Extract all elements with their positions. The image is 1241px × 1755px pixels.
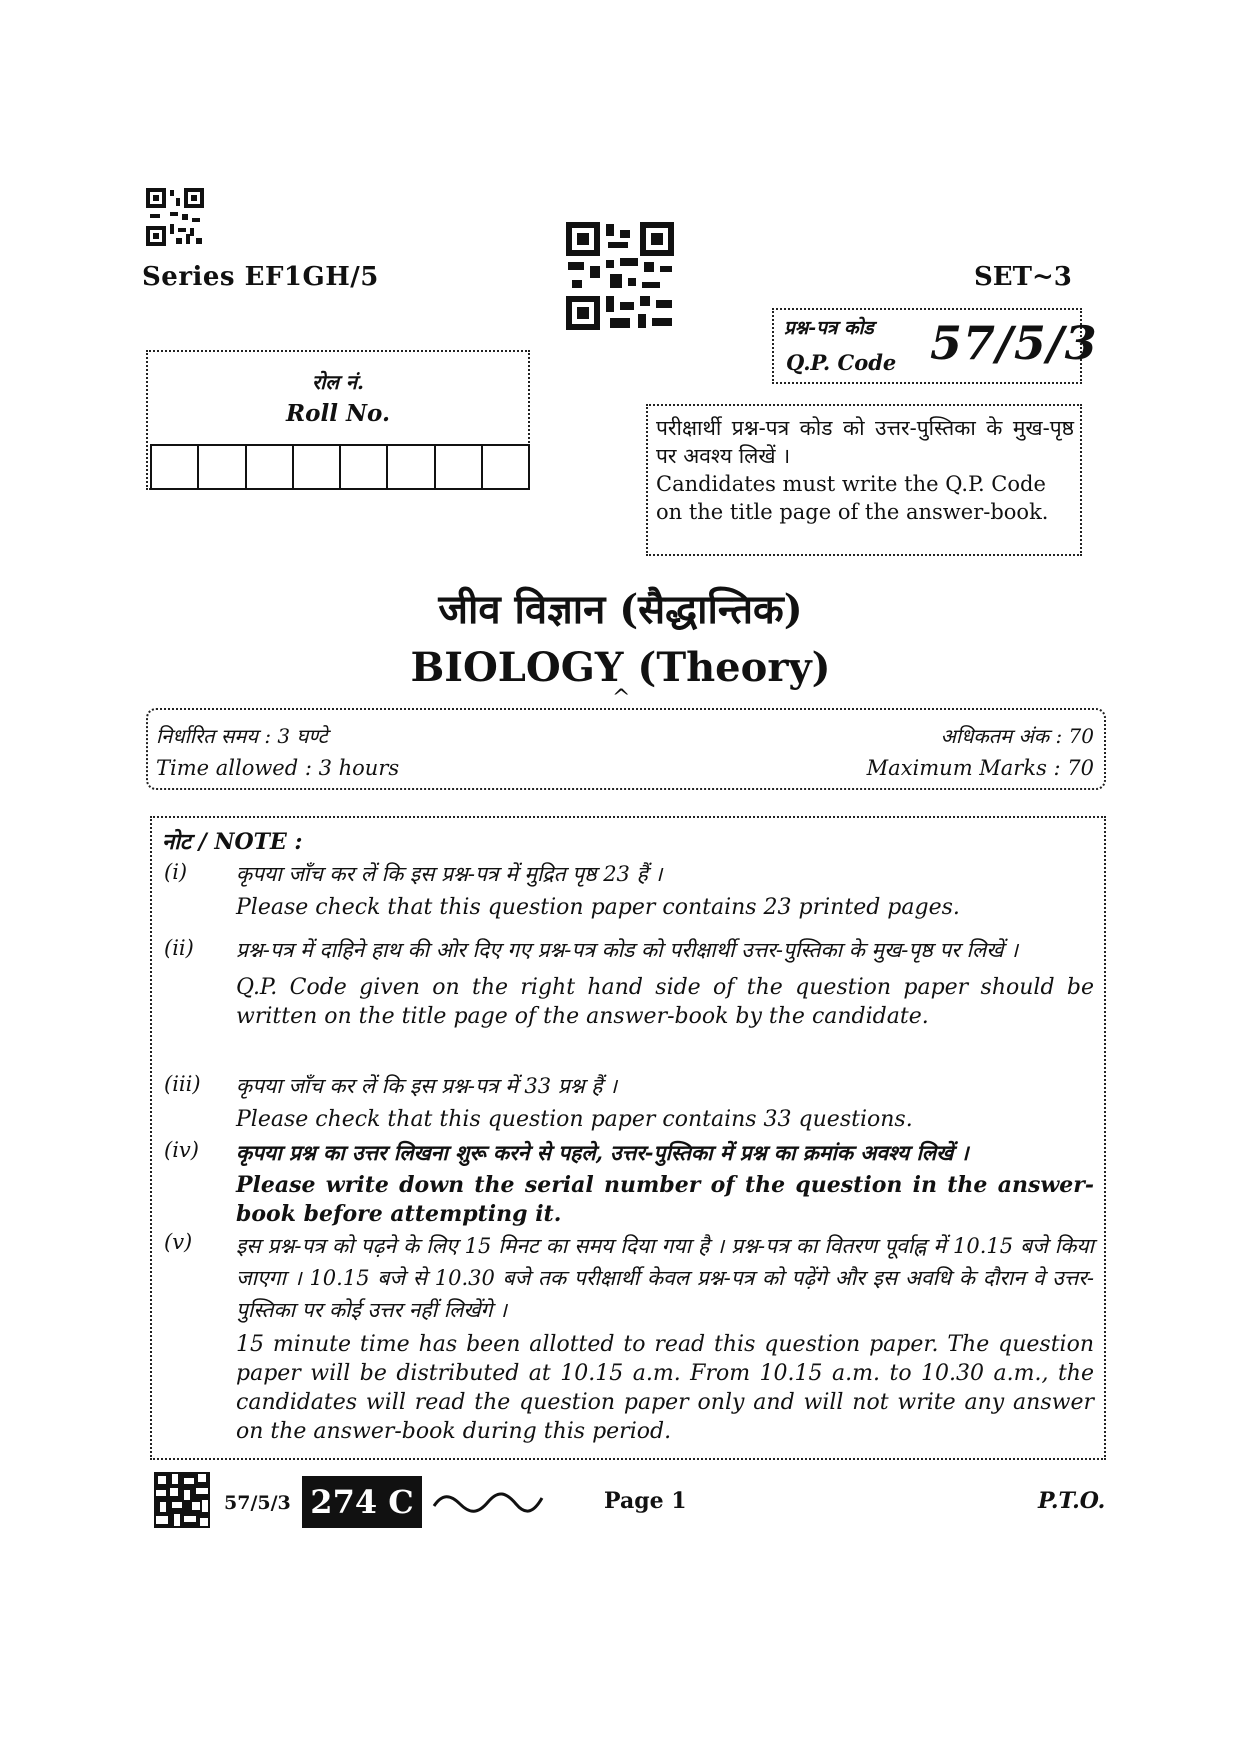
roll-number-cell[interactable] bbox=[388, 446, 435, 488]
roll-number-box bbox=[146, 350, 530, 490]
note-item bbox=[164, 860, 1094, 920]
roll-label-hindi: रोल नं. bbox=[312, 370, 364, 394]
roll-number-cell[interactable] bbox=[199, 446, 246, 488]
note-item-hindi: कृपया जाँच कर लें कि इस प्रश्न-पत्र में 33 प्रश्न हैं । bbox=[236, 1074, 618, 1098]
note-item-english: 15 minute time has been allotted to read this question paper. The question paper will be distributed at 10.15 a.m. From 10.15 a.m. to 10.30 a.m., the candidates will read the question paper only and will not write any answer on the answer-book during this period. bbox=[236, 1332, 1094, 1444]
roll-number-cell[interactable] bbox=[483, 446, 528, 488]
note-item-number: (ii) bbox=[164, 936, 194, 960]
note-item bbox=[164, 1138, 1094, 1228]
note-item-hindi: कृपया प्रश्न का उत्तर लिखना शुरू करने से पहले, उत्तर-पुस्तिका में प्रश्न का क्रमांक अवश्य लिखें । bbox=[236, 1140, 969, 1165]
qr-code-small-icon bbox=[146, 188, 204, 246]
note-item-hindi: इस प्रश्न-पत्र को पढ़ने के लिए 15 मिनट का समय दिया गया है । प्रश्न-पत्र का वितरण पूर्वाह्न में 10.15 बजे किया जाएगा । 10.15 बजे से 10.30 बजे तक परीक्षार्थी केवल प्रश्न-पत्र को पढ़ेंगे और इस अवधि के दौरान वे उत्तर-पुस्तिका पर कोई उत्तर नहीं लिखेंगे । bbox=[236, 1234, 1094, 1322]
roll-number-cell[interactable] bbox=[294, 446, 341, 488]
roll-label-english: Roll No. bbox=[286, 400, 390, 427]
tilde-decoration-icon bbox=[432, 1490, 544, 1514]
note-item-hindi: प्रश्न-पत्र में दाहिने हाथ की ओर दिए गए प्रश्न-पत्र कोड को परीक्षार्थी उत्तर-पुस्तिका के मुख-पृष्ठ पर लिखें । bbox=[236, 938, 1019, 962]
roll-number-cell[interactable] bbox=[341, 446, 388, 488]
roll-number-cell[interactable] bbox=[247, 446, 294, 488]
note-item-english: Please check that this question paper contains 33 questions. bbox=[236, 1107, 913, 1132]
qp-code-label-english: Q.P. Code bbox=[786, 350, 897, 375]
note-item-hindi: कृपया जाँच कर लें कि इस प्रश्न-पत्र में मुद्रित पृष्ठ 23 हैं । bbox=[236, 862, 663, 886]
roll-number-cell[interactable] bbox=[436, 446, 483, 488]
note-item-english: Q.P. Code given on the right hand side of the question paper should be written on the title page of the answer-book by the candidate. bbox=[236, 975, 1094, 1029]
note-item-number: (v) bbox=[164, 1230, 193, 1254]
note-item bbox=[164, 1230, 1094, 1456]
max-marks-hindi: अधिकतम अंक : 70 bbox=[940, 724, 1094, 748]
note-item-number: (iv) bbox=[164, 1138, 199, 1162]
series-label: Series EF1GH/5 bbox=[142, 262, 379, 292]
note-item-number: (iii) bbox=[164, 1072, 201, 1096]
subject-title-english: BIOLOGY (Theory) bbox=[410, 644, 831, 691]
note-title: नोट / NOTE : bbox=[162, 829, 303, 855]
time-allowed-english: Time allowed : 3 hours bbox=[156, 756, 400, 780]
qp-code-value: 57/5/3 bbox=[930, 316, 1098, 370]
footer-barcode-icon bbox=[154, 1472, 210, 1528]
note-item-english: Please check that this question paper contains 23 printed pages. bbox=[236, 895, 960, 920]
candidate-instruction-english: Candidates must write the Q.P. Code on the title page of the answer-book. bbox=[656, 472, 1049, 524]
caret-mark: ^ bbox=[612, 686, 631, 711]
max-marks-english: Maximum Marks : 70 bbox=[866, 756, 1094, 780]
qp-code-label-hindi: प्रश्न-पत्र कोड bbox=[784, 317, 874, 339]
qp-code-box bbox=[772, 308, 1098, 384]
time-marks-box bbox=[146, 708, 1106, 790]
footer-page-number: Page 1 bbox=[604, 1488, 687, 1514]
candidate-instruction-hindi: परीक्षार्थी प्रश्न-पत्र कोड को उत्तर-पुस्तिका के मुख-पृष्ठ पर अवश्य लिखें । bbox=[656, 416, 1074, 468]
candidate-instruction-box bbox=[646, 404, 1082, 556]
subject-title-hindi: जीव विज्ञान (सैद्धान्तिक) bbox=[438, 586, 803, 633]
roll-number-cell[interactable] bbox=[152, 446, 199, 488]
footer-qp-code: 57/5/3 bbox=[224, 1492, 291, 1514]
footer-pto: P.T.O. bbox=[1038, 1488, 1106, 1514]
qr-code-large-icon bbox=[566, 222, 674, 330]
note-box bbox=[150, 816, 1106, 1460]
note-item bbox=[164, 1072, 1094, 1132]
note-item-english: Please write down the serial number of the question in the answer-book before attempting it. bbox=[236, 1172, 1094, 1227]
note-item bbox=[164, 936, 1094, 1062]
set-label: SET~3 bbox=[974, 262, 1072, 292]
footer-badge: 274 C bbox=[302, 1476, 422, 1528]
roll-number-cells bbox=[150, 444, 530, 490]
note-item-number: (i) bbox=[164, 860, 188, 884]
time-allowed-hindi: निर्धारित समय : 3 घण्टे bbox=[156, 724, 328, 748]
